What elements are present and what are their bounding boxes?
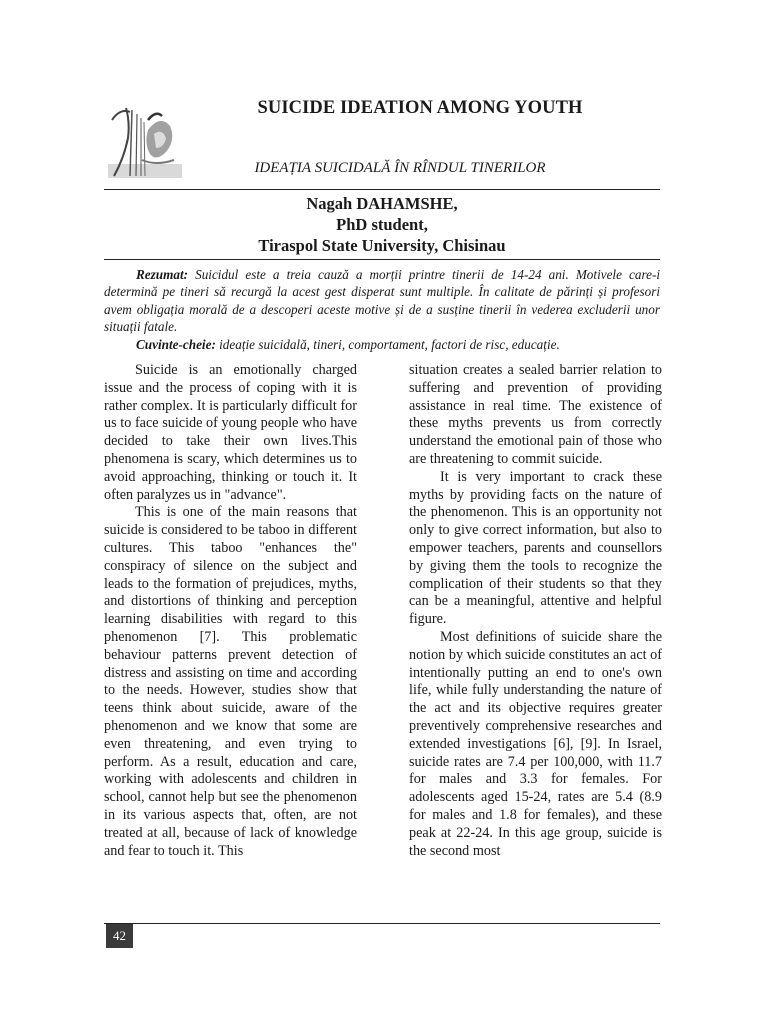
body-paragraph: Suicide is an emotionally charged issue and the process of coping with it is rather complex. It is particularly difficult for us to face suicide of young people who have decided to take their own lives.This phenomena is scary, which determines us to avoid approaching, thinking or touch it. It often paralyzes us in "advance".	[104, 362, 357, 503]
abstract-label: Rezumat:	[136, 267, 189, 282]
author-position: PhD student,	[336, 215, 428, 234]
header-divider	[104, 189, 660, 190]
author-divider	[104, 259, 660, 260]
paper-title: SUICIDE IDEATION AMONG YOUTH	[257, 98, 583, 118]
abstract	[104, 266, 660, 353]
author-block	[104, 193, 660, 256]
keywords-label: Cuvinte-cheie:	[136, 336, 216, 352]
body-column-left	[104, 362, 357, 860]
body-paragraph-continued: situation creates a sealed barrier relation to suffering and prevention of providing assistance in real time. The existence of these myths prevents us from correctly understand the emotional pain of those who are threatening to commit suicide.	[409, 362, 662, 467]
paper-subtitle: IDEAȚIA SUICIDALĂ ÎN RÎNDUL TINERILOR	[254, 160, 546, 176]
journal-logo	[104, 100, 188, 184]
abstract-paragraph	[104, 266, 660, 336]
footer-divider	[104, 923, 660, 924]
page-number: 42	[106, 924, 133, 948]
body-paragraph: Most definitions of suicide share the notion by which suicide constitutes an act of intentionally putting an end to one's own life, while fully understanding the nature of the act and its objective requires greater preventively comprehensive researches and extended investigations [6], [9]. In Israel, suicide rates are 7.4 per 100,000, with 11.7 for males and 3.3 for females. For adolescents aged 15-24, rates are 5.4 (8.9 for males and 1.8 for females), and these peak at 22-24. In this age group, suicide is the second most	[409, 628, 662, 859]
abstract-text: Suicidul este a treia cauză a morții printre tinerii de 14-24 ani. Motivele care-i determină pe tineri să recurgă la acest gest disperat sunt multiple. În calitate de părinți și profesori avem obligația morală de a descoperi aceste motive și de a susține tinerii în vederea excluderii unor situații fatale.	[104, 267, 661, 335]
body-paragraph: This is one of the main reasons that suicide is considered to be taboo in different cultures. This taboo "enhances the" conspiracy of silence on the subject and leads to the formation of prejudices, myths, and distortions of thinking and perception learning disabilities with regard to this phenomenon [7]. This problematic behaviour patterns prevent detection of distress and assisting on time and according to the needs. However, studies show that teens think about suicide, aware of the phenomenon and we know that some are even threatening, and even trying to perform. As a result, education and care, working with adolescents and children in school, cannot help but see the phenomenon in its various aspects that, often, are not treated at all, because of lack of knowledge and fear to touch it. This	[104, 504, 357, 859]
keywords-paragraph	[104, 336, 660, 353]
body-paragraph: It is very important to crack these myths by providing facts on the nature of the phenomenon. This is an opportunity not only to give correct information, but also to empower teachers, parents and counsellors by giving them the tools to recognize the complication of their students so that they can be a meaningful, attentive and helpful figure.	[409, 468, 662, 628]
body-column-right	[409, 362, 662, 860]
keywords-text: ideație suicidală, tineri, comportament, factori de risc, educație.	[219, 336, 560, 352]
author-name: Nagah DAHAMSHE,	[306, 194, 458, 213]
author-affiliation: Tiraspol State University, Chisinau	[258, 236, 506, 255]
